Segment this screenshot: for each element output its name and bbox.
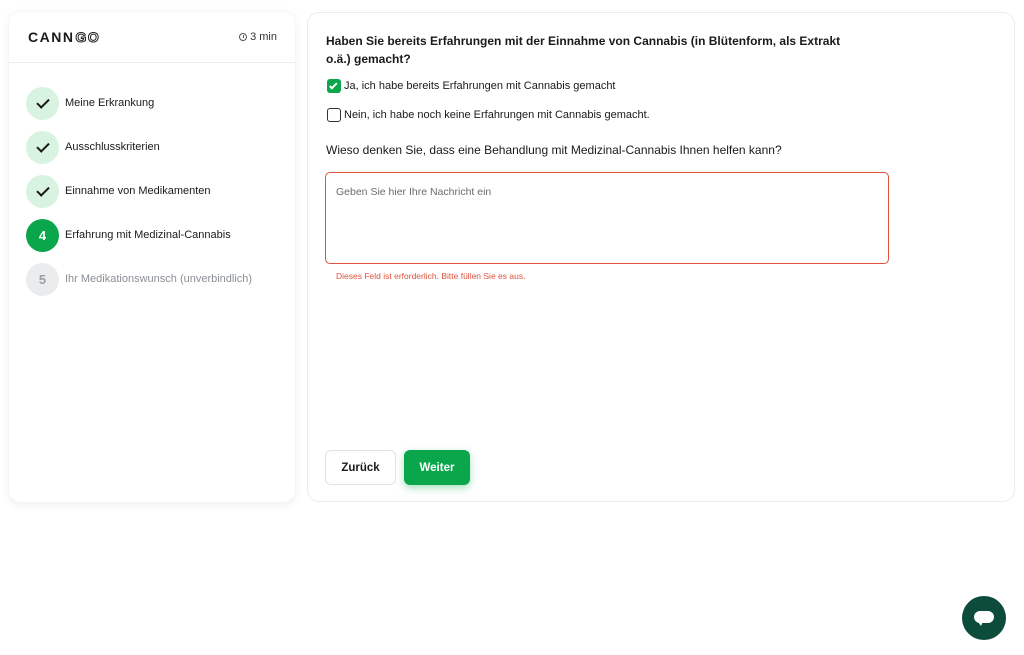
step-item-einnahme-von-medikamenten[interactable] — [9, 169, 295, 213]
step-label: Einnahme von Medikamenten — [65, 185, 211, 197]
duration-text: 3 min — [250, 31, 277, 43]
step-status-circle — [26, 131, 59, 164]
question-reason: Wieso denken Sie, dass eine Behandlung mit Medizinal-Cannabis Ihnen helfen kann? — [326, 143, 782, 157]
logo-outline-text: GO — [75, 29, 101, 45]
checkbox-yes[interactable] — [327, 79, 341, 93]
chat-button[interactable] — [962, 596, 1006, 640]
option-yes[interactable] — [327, 79, 616, 93]
step-status-circle — [26, 87, 59, 120]
step-item-ihr-medikationswunsch — [9, 257, 295, 301]
logo-bold-text: CANN — [28, 29, 75, 45]
option-yes-label: Ja, ich habe bereits Erfahrungen mit Cannabis gemacht — [344, 80, 616, 92]
message-input[interactable] — [325, 172, 889, 264]
step-status-circle — [26, 175, 59, 208]
question-title: Haben Sie bereits Erfahrungen mit der Einnahme von Cannabis (in Blütenform, als Extrakt o.ä.) gemacht? — [326, 34, 841, 66]
sidebar-header — [9, 12, 295, 63]
sidebar — [9, 12, 295, 502]
checkbox-no[interactable] — [327, 108, 341, 122]
back-button[interactable]: Zurück — [325, 450, 396, 485]
step-item-meine-erkrankung[interactable] — [9, 81, 295, 125]
step-number: 4 — [26, 219, 59, 252]
step-item-ausschlusskriterien[interactable] — [9, 125, 295, 169]
step-label: Erfahrung mit Medizinal-Cannabis — [65, 229, 231, 241]
option-no[interactable] — [327, 108, 650, 122]
option-no-label: Nein, ich habe noch keine Erfahrungen mit Cannabis gemacht. — [344, 109, 650, 121]
step-number: 5 — [26, 263, 59, 296]
logo — [28, 29, 100, 45]
check-icon — [36, 95, 49, 108]
check-icon — [36, 139, 49, 152]
step-list — [9, 63, 295, 301]
step-label: Meine Erkrankung — [65, 97, 155, 109]
step-item-erfahrung-mit-medizinal-cannabis[interactable] — [9, 213, 295, 257]
error-message: Dieses Feld ist erforderlich. Bitte füllen Sie es aus. — [336, 271, 526, 281]
next-button[interactable]: Weiter — [404, 450, 470, 485]
questionnaire-panel — [307, 12, 1015, 502]
check-icon — [36, 183, 49, 196]
step-label: Ausschlusskriterien — [65, 141, 160, 153]
clock-icon — [239, 33, 247, 41]
step-label: Ihr Medikationswunsch (unverbindlich) — [65, 273, 253, 285]
checkmark-icon — [329, 81, 337, 89]
duration-indicator — [239, 31, 277, 43]
chat-bubble-icon — [974, 611, 994, 626]
